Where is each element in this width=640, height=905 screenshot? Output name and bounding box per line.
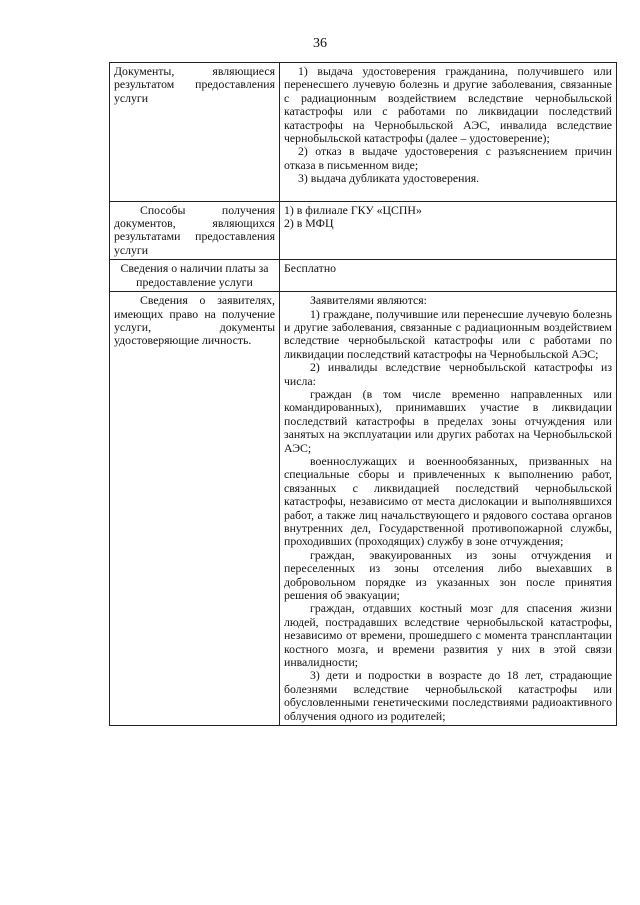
result-label [110,63,280,202]
applicants-paragraph: граждан, эвакуированных из зоны отчуждения и переселенных из зоны отселения либо выехавших в добровольном порядке из указанных зон после принятия решения об эвакуации; [284,547,612,603]
result-item-1: 1) выдача удостоверения гражданина, получившего или перенесшего лучевую болезнь и другие заболевания, связанные с радиационным воздействием вследствие чернобыльской катастрофы или с работами по ликвидации последствий катастрофы на Чернобыльской АЭС, инвалида вследствие чернобыльской катастрофы (далее – удостоверение); [284,64,612,146]
applicants-paragraph: 2) инвалиды вследствие чернобыльской катастрофы из числа: [284,360,612,388]
table-row-applicants [110,292,617,726]
fee-value [280,260,617,292]
result-label-text: Документы, являющиеся результатом предоставления услуги [114,64,275,105]
methods-item-1: 1) в филиале ГКУ «ЦСПН» [284,202,422,217]
table-row-methods [110,201,617,260]
applicants-paragraph: военнослужащих и военнообязанных, призванных на специальные сборы и привлеченных к выполнению работ, связанных с ликвидацией последствий чернобыльской катастрофы, независимо от места дислокации и выполнявшихся работ, а также лиц начальствующего и рядового состава органов внутренних дел, Государственной противопожарной службы, проходивших (проходящих) службу в зоне отчуждения; [284,453,612,549]
services-table [109,62,617,726]
applicants-paragraph: граждан, отдавших костный мозг для спасения жизни людей, пострадавших вследствие чернобыльской катастрофы, независимо от времени, прошедшего с момента трансплантации костного мозга, и времени развития у них в этой связи инвалидности; [284,601,612,670]
methods-item-2: 2) в МФЦ [284,216,334,231]
methods-label [110,201,280,260]
result-item-3: 3) выдача дубликата удостоверения. [298,171,480,186]
applicants-value [280,292,617,726]
applicants-paragraph: граждан (в том числе временно направленных или командированных), принимавших участие в ликвидации последствий катастрофы в пределах зоны отчуждения или занятых на эксплуатации или других работах на Чернобыльской АЭС; [284,386,612,455]
methods-value [280,201,617,260]
table-row-result [110,63,617,202]
fee-value-text: Бесплатно [284,261,337,276]
methods-label-text: Способы получения документов, являющихся результатами предоставления услуги [114,202,275,257]
table-row-fee [110,260,617,292]
fee-label-text: Сведения о наличии платы за предоставление услуги [120,261,269,289]
applicants-label-text: Сведения о заявителях, имеющих право на получение услуги, документы удостоверяющие личность. [114,293,275,348]
applicants-paragraph: Заявителями являются: [310,293,427,308]
fee-label [110,260,280,292]
applicants-paragraph: 3) дети и подростки в возрасте до 18 лет, страдающие болезнями вследствие чернобыльской катастрофы или обусловленными генетическими последствиями радиоактивного облучения одного из родителей; [284,668,612,723]
applicants-label [110,292,280,726]
result-value [280,63,617,202]
applicants-paragraph: 1) граждане, получившие или перенесшие лучевую болезнь и другие заболевания, связанные с радиационным воздействием вследствие чернобыльской катастрофы или с работами по ликвидации последствий катастрофы на Чернобыльской АЭС; [284,306,612,361]
result-item-2: 2) отказ в выдаче удостоверения с разъяснением причин отказа в письменном виде; [284,144,612,172]
page-number: 36 [313,36,327,51]
